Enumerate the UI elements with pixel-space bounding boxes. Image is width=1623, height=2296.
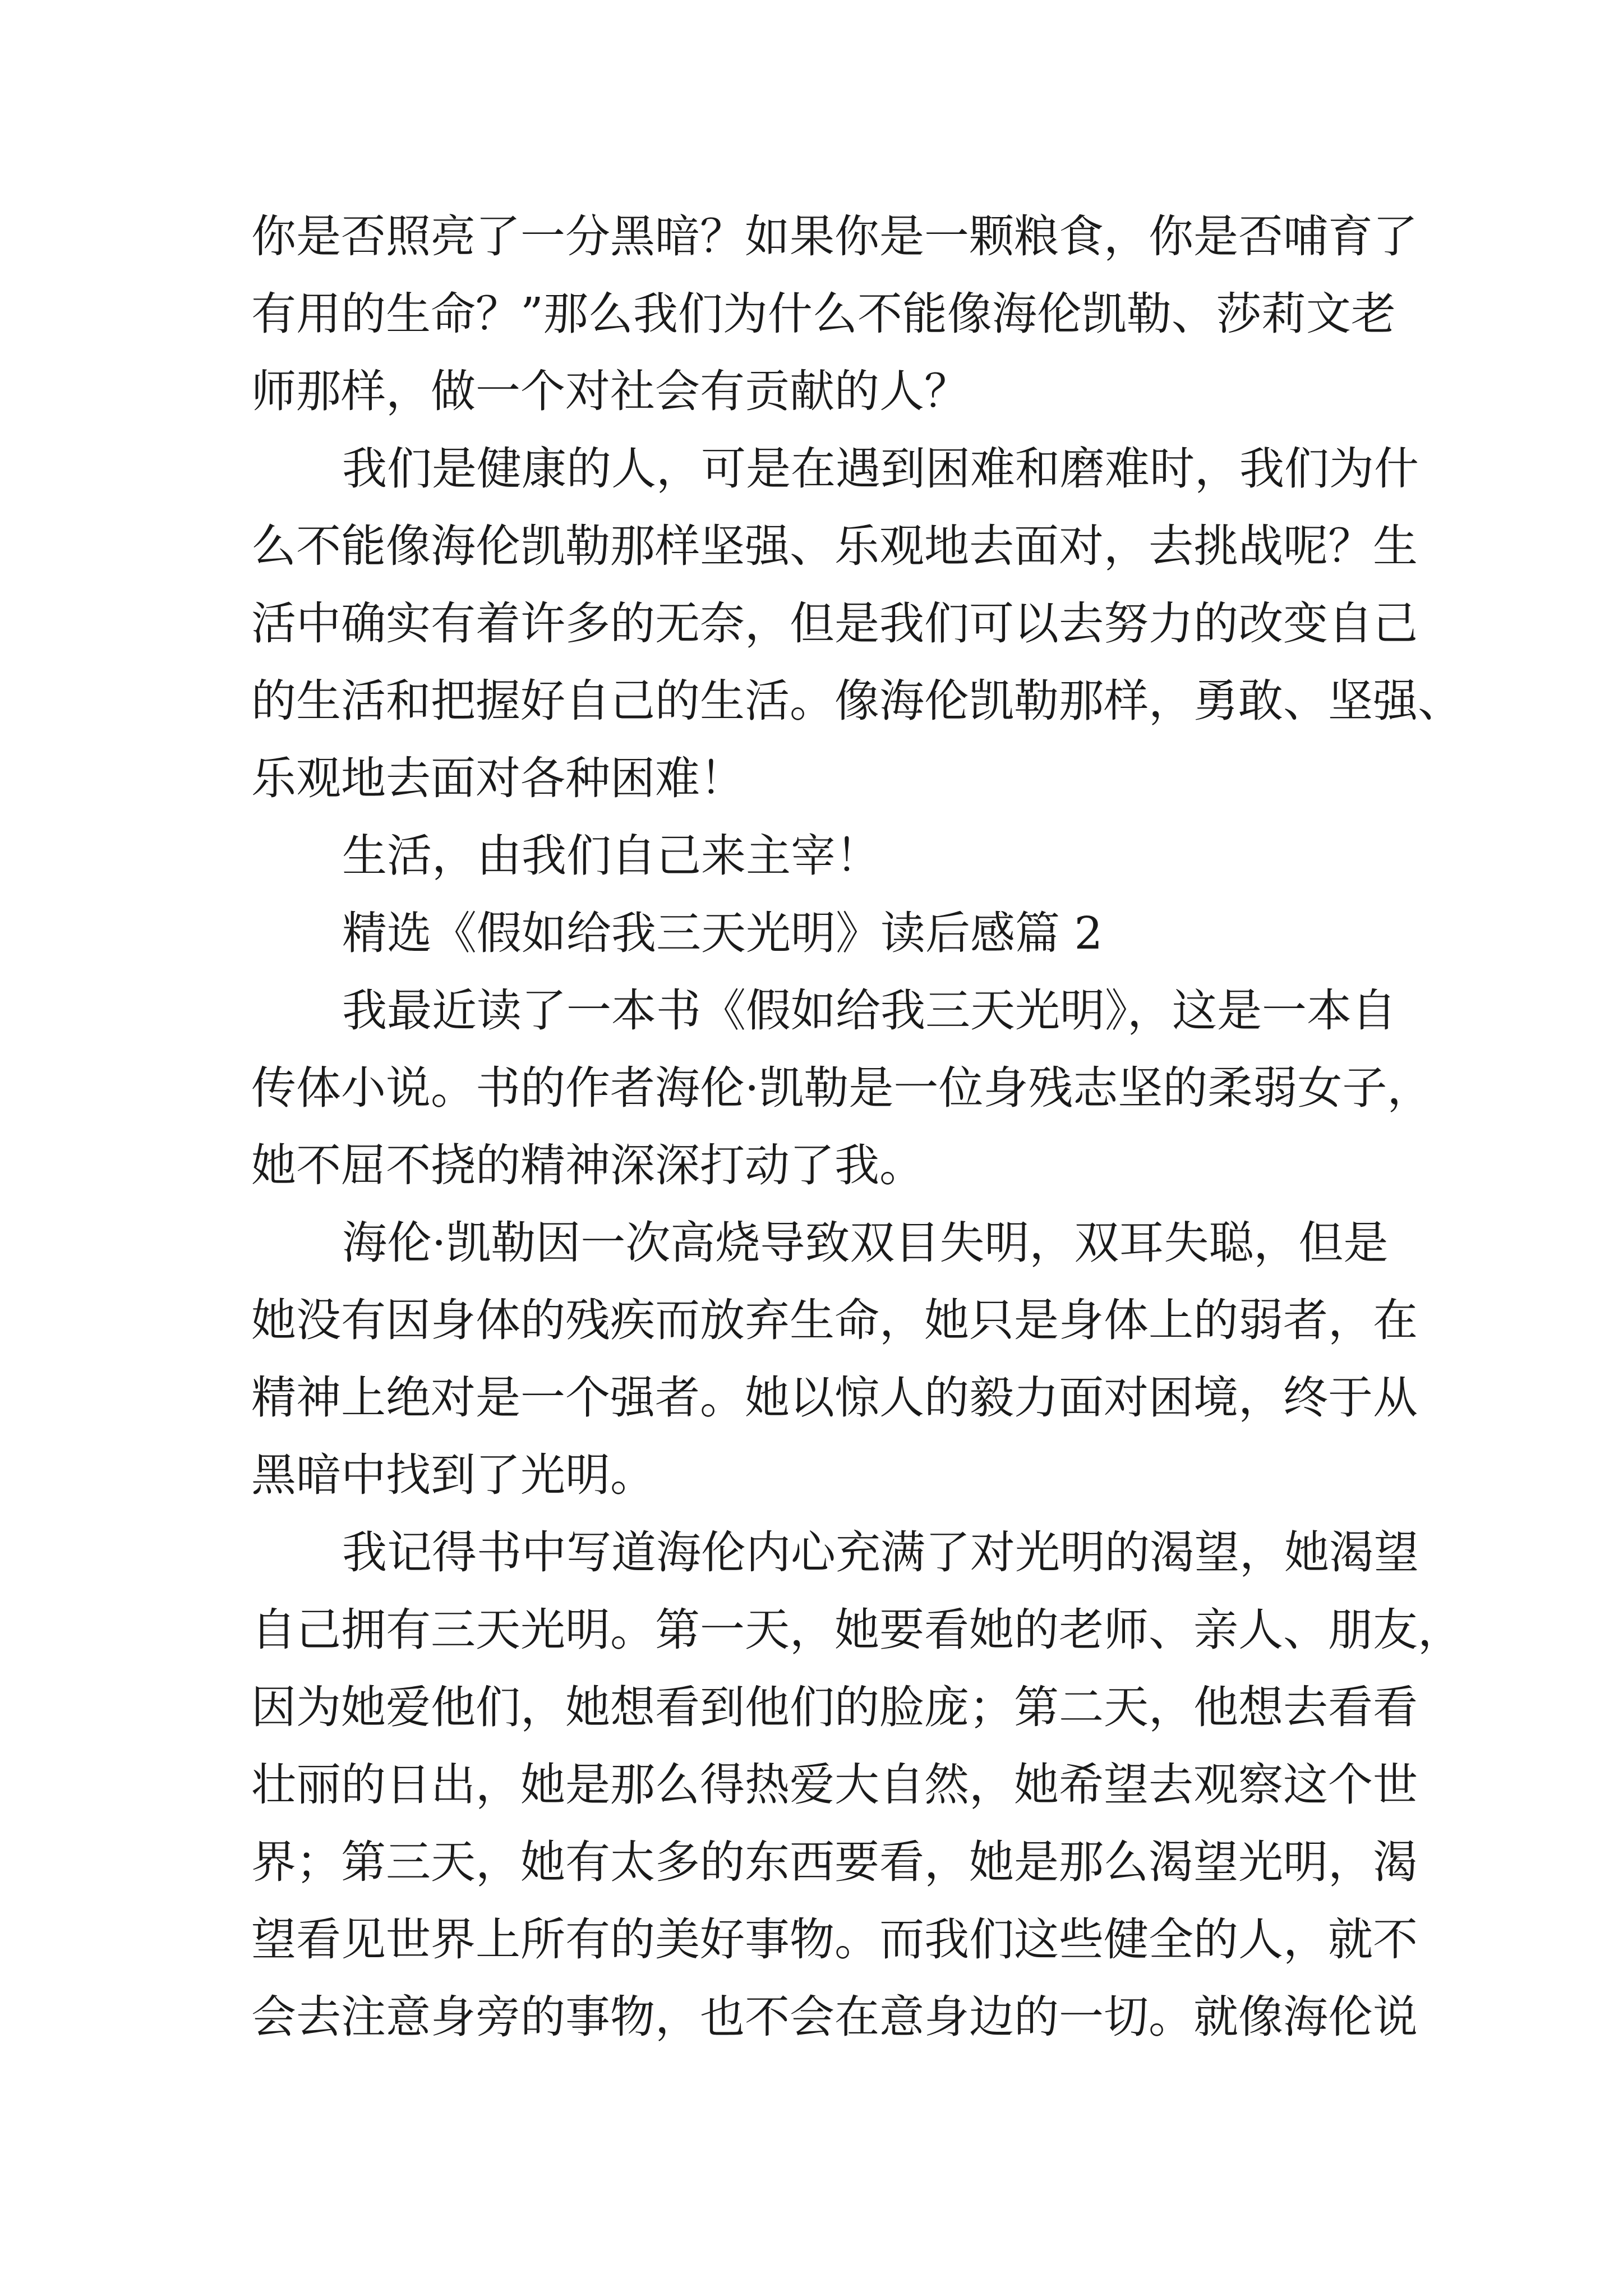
text-line: 黑暗中找到了光明。 [251, 1449, 655, 1501]
section-heading: 精选《假如给我三天光明》读后感篇 2 [342, 907, 1103, 959]
text-line: 乐观地去面对各种困难！ [251, 752, 745, 804]
text-line: 传体小说。书的作者海伦·凯勒是一位身残志坚的柔弱女子， [251, 1062, 1432, 1114]
text-line: 因为她爱他们，她想看到他们的脸庞；第二天，他想去看看 [251, 1681, 1418, 1733]
text-line: 的生活和把握好自己的生活。像海伦凯勒那样，勇敢、坚强、 [251, 675, 1463, 727]
text-line: 壮丽的日出，她是那么得热爱大自然，她希望去观察这个世 [251, 1759, 1418, 1811]
paragraph-start-line: 我们是健康的人，可是在遇到困难和磨难时，我们为什 [342, 443, 1419, 495]
text-line: 望看见世界上所有的美好事物。而我们这些健全的人，就不 [251, 1913, 1418, 1966]
text-line: 师那样，做一个对社会有贡献的人？ [251, 365, 969, 417]
paragraph-start-line: 生活，由我们自己来主宰！ [342, 830, 880, 882]
text-line: 她没有因身体的残疾而放弃生命，她只是身体上的弱者，在 [251, 1294, 1418, 1346]
paragraph-start-line: 我最近读了一本书《假如给我三天光明》，这是一本自 [342, 984, 1396, 1037]
text-line: 她不屈不挠的精神深深打动了我。 [251, 1139, 924, 1191]
paragraph-start-line: 我记得书中写道海伦内心充满了对光明的渴望，她渴望 [342, 1526, 1419, 1579]
text-line: 会去注意身旁的事物，也不会在意身边的一切。就像海伦说 [251, 1991, 1418, 2043]
text-line: 活中确实有着许多的无奈，但是我们可以去努力的改变自己 [251, 597, 1418, 650]
body-text [251, 198, 1463, 2056]
text-line: 你是否照亮了一分黑暗？如果你是一颗粮食，你是否哺育了 [251, 210, 1418, 263]
text-line: 有用的生命？”那么我们为什么不能像海伦凯勒、莎莉文老 [251, 288, 1396, 340]
text-line: 自己拥有三天光明。第一天，她要看她的老师、亲人、朋友， [251, 1604, 1463, 1656]
text-line: 么不能像海伦凯勒那样坚强、乐观地去面对，去挑战呢？生 [251, 520, 1418, 572]
text-line: 精神上绝对是一个强者。她以惊人的毅力面对困境，终于从 [251, 1372, 1418, 1424]
text-line: 界；第三天，她有太多的东西要看，她是那么渴望光明，渴 [251, 1836, 1418, 1888]
paragraph-start-line: 海伦·凯勒因一次高烧导致双目失明，双耳失聪，但是 [342, 1217, 1389, 1269]
